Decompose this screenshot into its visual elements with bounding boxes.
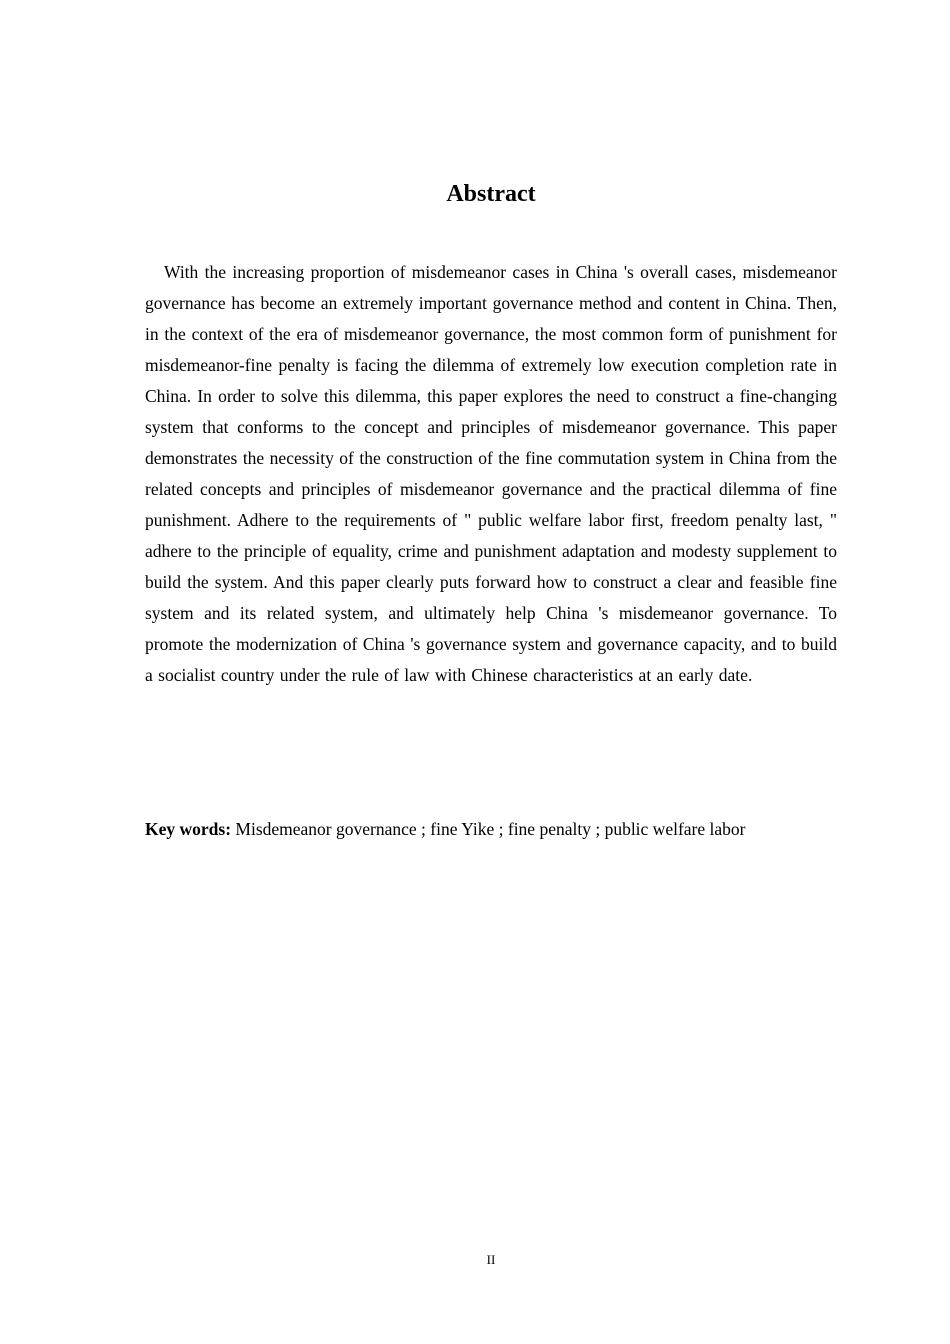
abstract-title: Abstract: [446, 181, 536, 207]
keywords-text: Misdemeanor governance ; fine Yike ; fine penalty ; public welfare labor: [235, 819, 746, 839]
keywords-label: Key words:: [145, 819, 232, 839]
abstract-body: With the increasing proportion of misdemeanor cases in China 's overall cases, misdemeanor governance has become an extremely important governance method and content in China. Then, in the context of the era of misdemeanor governance, the most common form of punishment for misdemeanor-fine penalty is facing the dilemma of extremely low execution completion rate in China. In order to solve this dilemma, this paper explores the need to construct a fine-changing system that conforms to the concept and principles of misdemeanor governance. This paper demonstrates the necessity of the construction of the fine commutation system in China from the related concepts and principles of misdemeanor governance and the practical dilemma of fine punishment. Adhere to the requirements of " public welfare labor first, freedom penalty last, " adhere to the principle of equality, crime and punishment adaptation and modesty supplement to build the system. And this paper clearly puts forward how to construct a clear and feasible fine system and its related system, and ultimately help China 's misdemeanor governance. To promote the modernization of China 's governance system and governance capacity, and to build a socialist country under the rule of law with Chinese characteristics at an early date.: [145, 262, 837, 685]
page-number: II: [486, 1252, 496, 1267]
keywords-paragraph: [145, 814, 837, 845]
